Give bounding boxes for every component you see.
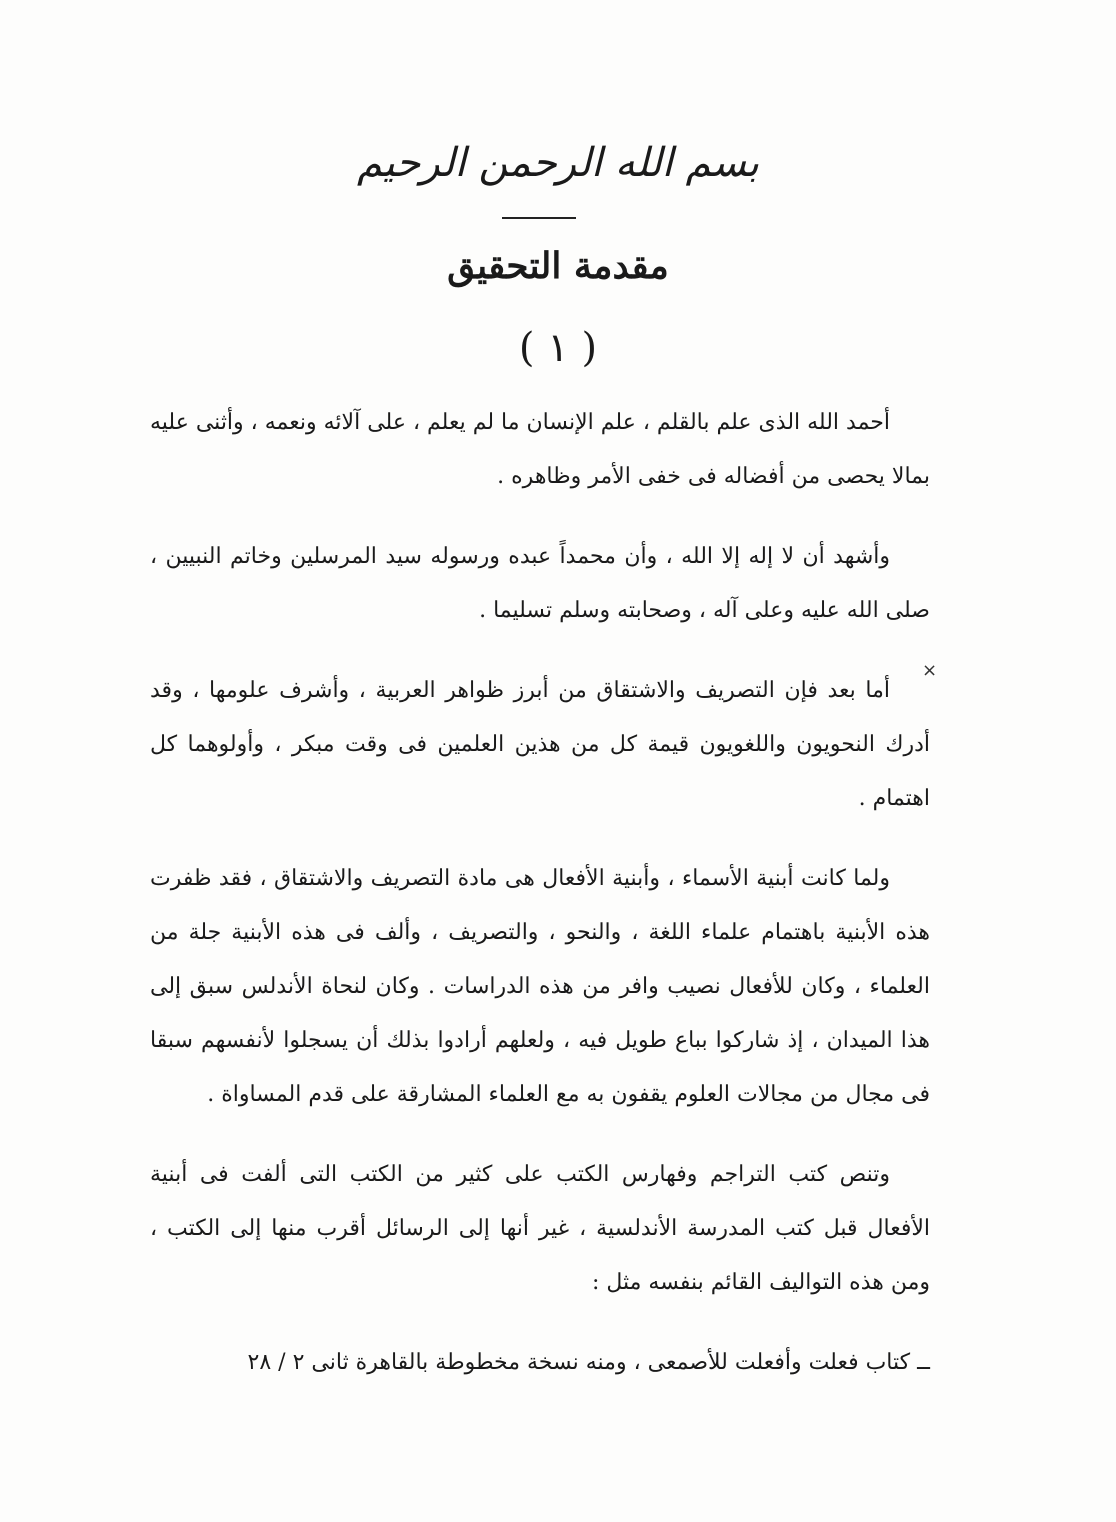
paragraph-structures: ولما كانت أبنية الأسماء ، وأبنية الأفعال هى مادة التصريف والاشتقاق ، فقد ظفرت هذه الأبنية باهتمام علماء اللغة ، والنحو ، والتصريف ، وألف فى هذه الأبنية جلة من العلماء ، وكان للأفعال نصيب وافر من هذه الدراسات . وكان لنحاة الأندلس سبق إلى هذا الميدان ، إذ شاركوا بباع طويل فيه ، ولعلهم أرادوا بذلك أن يسجلوا لأنفسهم سبقا فى مجال من مجالات العلوم يقفون به مع العلماء المشارقة على قدم المساواة .	[150, 866, 930, 1107]
divider-rule	[502, 217, 576, 219]
basmala: بسم الله الرحمن الرحيم	[356, 140, 760, 186]
body-text	[150, 396, 930, 1416]
paragraph-praise: أحمد الله الذى علم بالقلم ، علم الإنسان ما لم يعلم ، على آلائه ونعمه ، وأثنى عليه بمالا يحصى من أفضاله فى خفى الأمر وظاهره .	[150, 410, 930, 489]
list-item: ــ كتاب فعلت وأفعلت للأصمعى ، ومنه نسخة مخطوطة بالقاهرة ثانى ٢ / ٢٨	[247, 1350, 930, 1375]
section-number: ( ١ )	[518, 325, 598, 371]
paragraph-morphology: أما بعد فإن التصريف والاشتقاق من أبرز ظواهر العربية ، وأشرف علومها ، وقد أدرك النحويون واللغويون قيمة كل من هذين العلمين فى وقت مبكر ، وأولوهما كل اهتمام .	[150, 678, 930, 811]
page-title: مقدمة التحقيق	[447, 245, 669, 287]
paragraph-testimony: وأشهد أن لا إله إلا الله ، وأن محمداً عبده ورسوله سيد المرسلين وخاتم النبيين ، صلى الله عليه وعلى آله ، وصحابته وسلم تسليما .	[150, 544, 930, 623]
margin-mark-icon: ×	[922, 660, 938, 681]
paragraph-sources: وتنص كتب التراجم وفهارس الكتب على كثير من الكتب التى ألفت فى أبنية الأفعال قبل كتب المدرسة الأندلسية ، غير أنها إلى الرسائل أقرب منها إلى الكتب ، ومن هذه التواليف القائم بنفسه مثل :	[150, 1162, 930, 1295]
